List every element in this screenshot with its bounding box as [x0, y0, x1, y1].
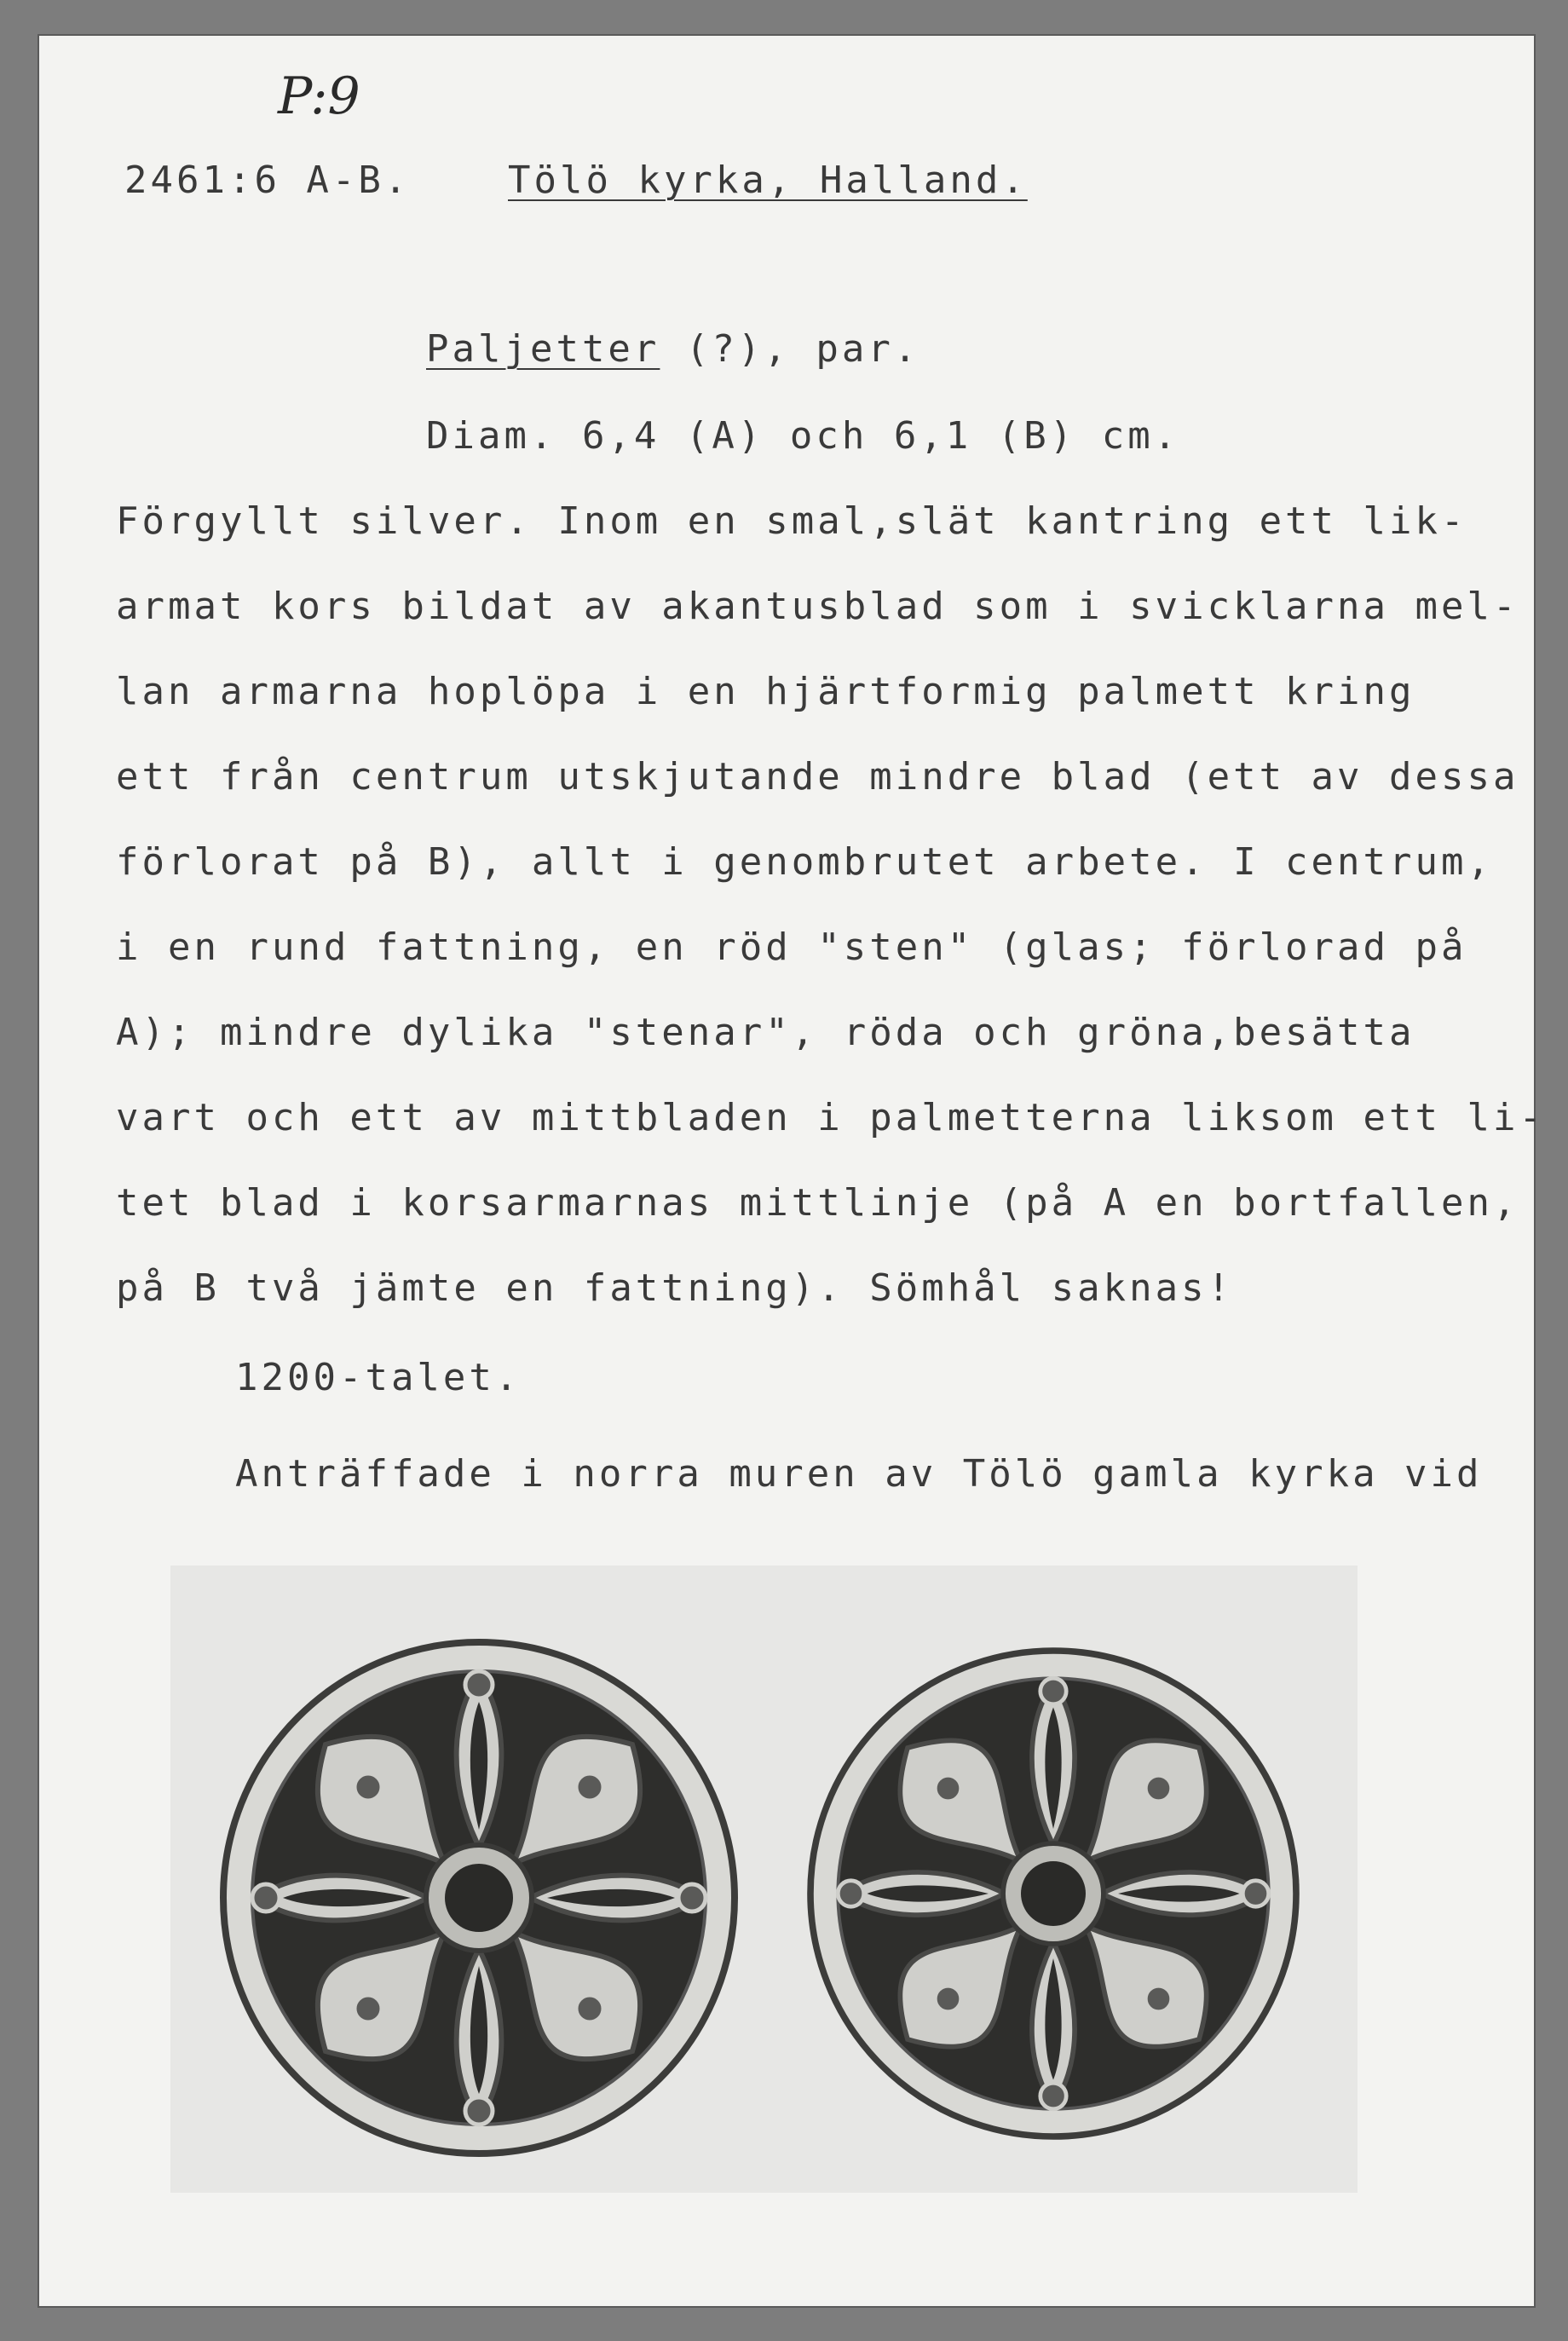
- spangle-b: [810, 1651, 1296, 2136]
- description-line: förlorat på B), allt i genombrutet arbete. I centrum,: [116, 840, 1493, 884]
- description-line: lan armarna hoplöpa i en hjärtformig palmett kring: [116, 670, 1415, 713]
- artifact-photo: [170, 1565, 1358, 2193]
- object-suffix: (?), par.: [660, 327, 920, 371]
- dating: 1200-talet.: [235, 1356, 522, 1399]
- description-line: tet blad i korsarmarnas mittlinje (på A en bortfallen,: [116, 1181, 1519, 1225]
- description-line: vart och ett av mittbladen i palmetterna liksom ett li-: [116, 1096, 1545, 1139]
- description-line: på B två jämte en fattning). Sömhål saknas!: [116, 1266, 1234, 1310]
- location-heading: Tölö kyrka, Halland.: [508, 159, 1028, 202]
- find-note: Anträffade i norra muren av Tölö gamla kyrka vid: [235, 1452, 1483, 1496]
- description-line: armat kors bildat av akantusblad som i svicklarna mel-: [116, 585, 1519, 628]
- object-name: Paljetter: [426, 327, 660, 371]
- description-line: i en rund fattning, en röd "sten" (glas; förlorad på: [116, 925, 1467, 969]
- description-line: A); mindre dylika "stenar", röda och gröna,besätta: [116, 1011, 1415, 1054]
- description-line: Förgyllt silver. Inom en smal,slät kantring ett lik-: [116, 499, 1467, 543]
- object-title: [426, 327, 920, 371]
- handwritten-mark: P:9: [278, 66, 360, 126]
- spangle-a: [223, 1642, 735, 2154]
- dimensions: Diam. 6,4 (A) och 6,1 (B) cm.: [426, 414, 1180, 458]
- spangle-pair-illustration: [170, 1565, 1358, 2193]
- description-line: ett från centrum utskjutande mindre blad (ett av dessa: [116, 755, 1519, 799]
- catalog-number: 2461:6 A-B.: [124, 159, 411, 202]
- catalog-card: [37, 34, 1545, 2308]
